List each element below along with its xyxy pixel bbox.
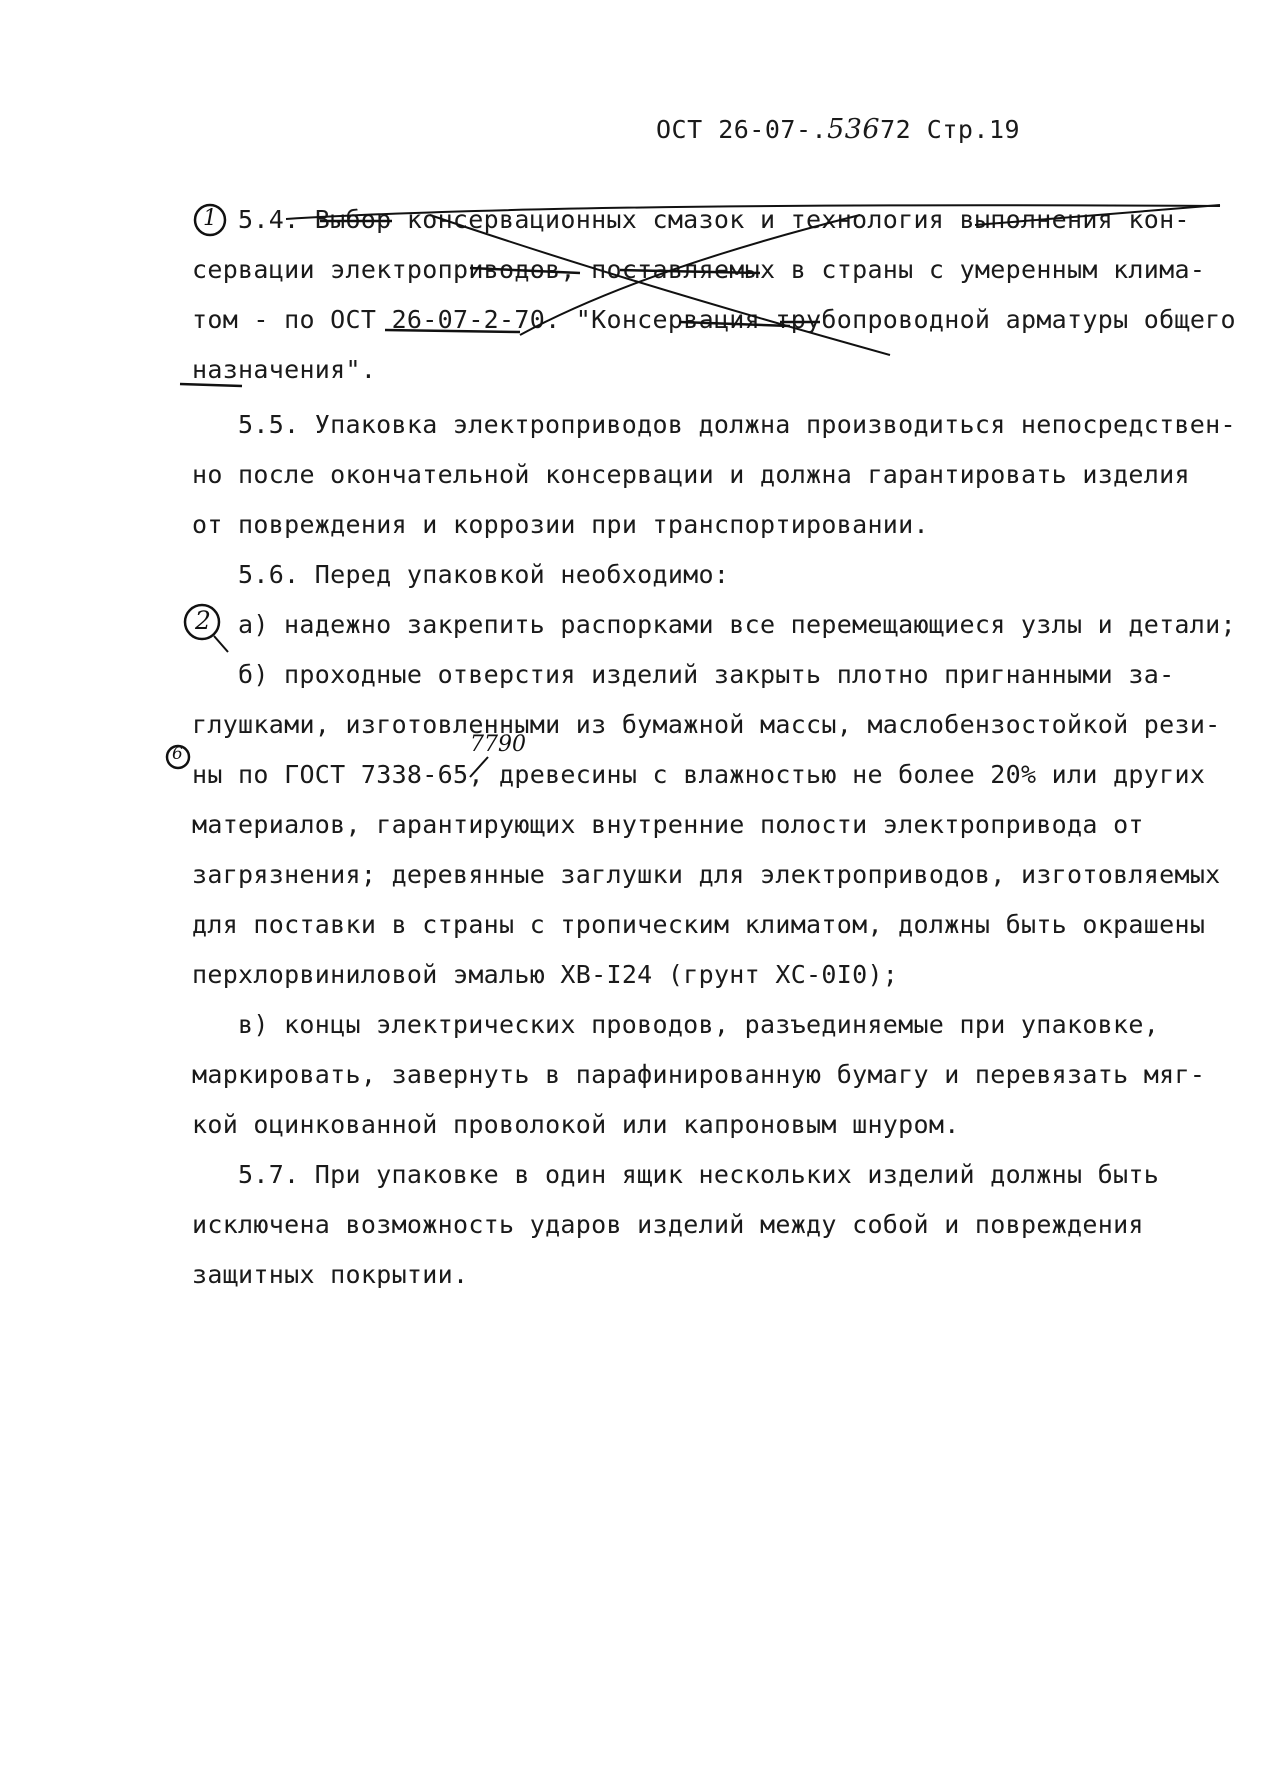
paragraph-5-7-line-2: исключена возможность ударов изделий между собой и повреждения (192, 1210, 1144, 1239)
item-v-line-2: маркировать, завернуть в парафинированную бумагу и перевязать мяг- (192, 1060, 1206, 1089)
paragraph-5-5-line-1: 5.5. Упаковка электроприводов должна производиться непосредствен- (238, 410, 1236, 439)
item-b-line-6: для поставки в страны с тропическим климатом, должны быть окрашены (192, 910, 1206, 939)
paragraph-5-4-line-3: том - по ОСТ 26-07-2-70. "Консервация трубопроводной арматуры общего (192, 305, 1236, 334)
annotation-number-2: 2 (195, 606, 211, 635)
item-v-line-3: кой оцинкованной проволокой или капроновым шнуром. (192, 1110, 960, 1139)
item-b-line-3: ны по ГОСТ 7338-65, древесины с влажностью не более 20% или других (192, 760, 1206, 789)
header-prefix: ОСТ 26-07-. (656, 115, 828, 144)
paragraph-5-4-line-2: сервации электроприводов, поставляемых в страны с умеренным клима- (192, 255, 1206, 284)
paragraph-5-5-line-3: от повреждения и коррозии при транспортировании. (192, 510, 929, 539)
item-b-line-5: загрязнения; деревянные заглушки для электроприводов, изготовляемых (192, 860, 1221, 889)
paragraph-5-6-heading: 5.6. Перед упаковкой необходимо: (238, 560, 730, 589)
item-v-line-1: в) концы электрических проводов, разъединяемые при упаковке, (238, 1010, 1160, 1039)
paragraph-5-7-line-1: 5.7. При упаковке в один ящик нескольких изделий должны быть (238, 1160, 1160, 1189)
handwritten-doc-number: 536 (827, 114, 881, 145)
handwritten-correction-7790: 7790 (470, 732, 526, 757)
page-header (656, 114, 1020, 145)
paragraph-5-4-line-4: назначения". (192, 355, 377, 384)
paragraph-5-7-line-3: защитных покрытии. (192, 1260, 469, 1289)
paragraph-5-5-line-2: но после окончательной консервации и должна гарантировать изделия (192, 460, 1190, 489)
item-a-line-1: а) надежно закрепить распорками все перемещающиеся узлы и детали; (238, 610, 1236, 639)
item-b-line-1: б) проходные отверстия изделий закрыть плотно пригнанными за- (238, 660, 1175, 689)
paragraph-5-4-line-1: 5.4. Выбор консервационных смазок и технология выполнения кон- (238, 205, 1190, 234)
annotation-number-6: 6 (172, 744, 183, 764)
annotation-number-1: 1 (203, 206, 217, 231)
header-suffix: 72 Стр.19 (880, 115, 1021, 144)
item-b-line-2: глушками, изготовленными из бумажной массы, маслобензостойкой рези- (192, 710, 1221, 739)
item-b-line-7: перхлорвиниловой эмалью ХВ-I24 (грунт ХС-0I0); (192, 960, 899, 989)
item-b-line-4: материалов, гарантирующих внутренние полости электропривода от (192, 810, 1144, 839)
